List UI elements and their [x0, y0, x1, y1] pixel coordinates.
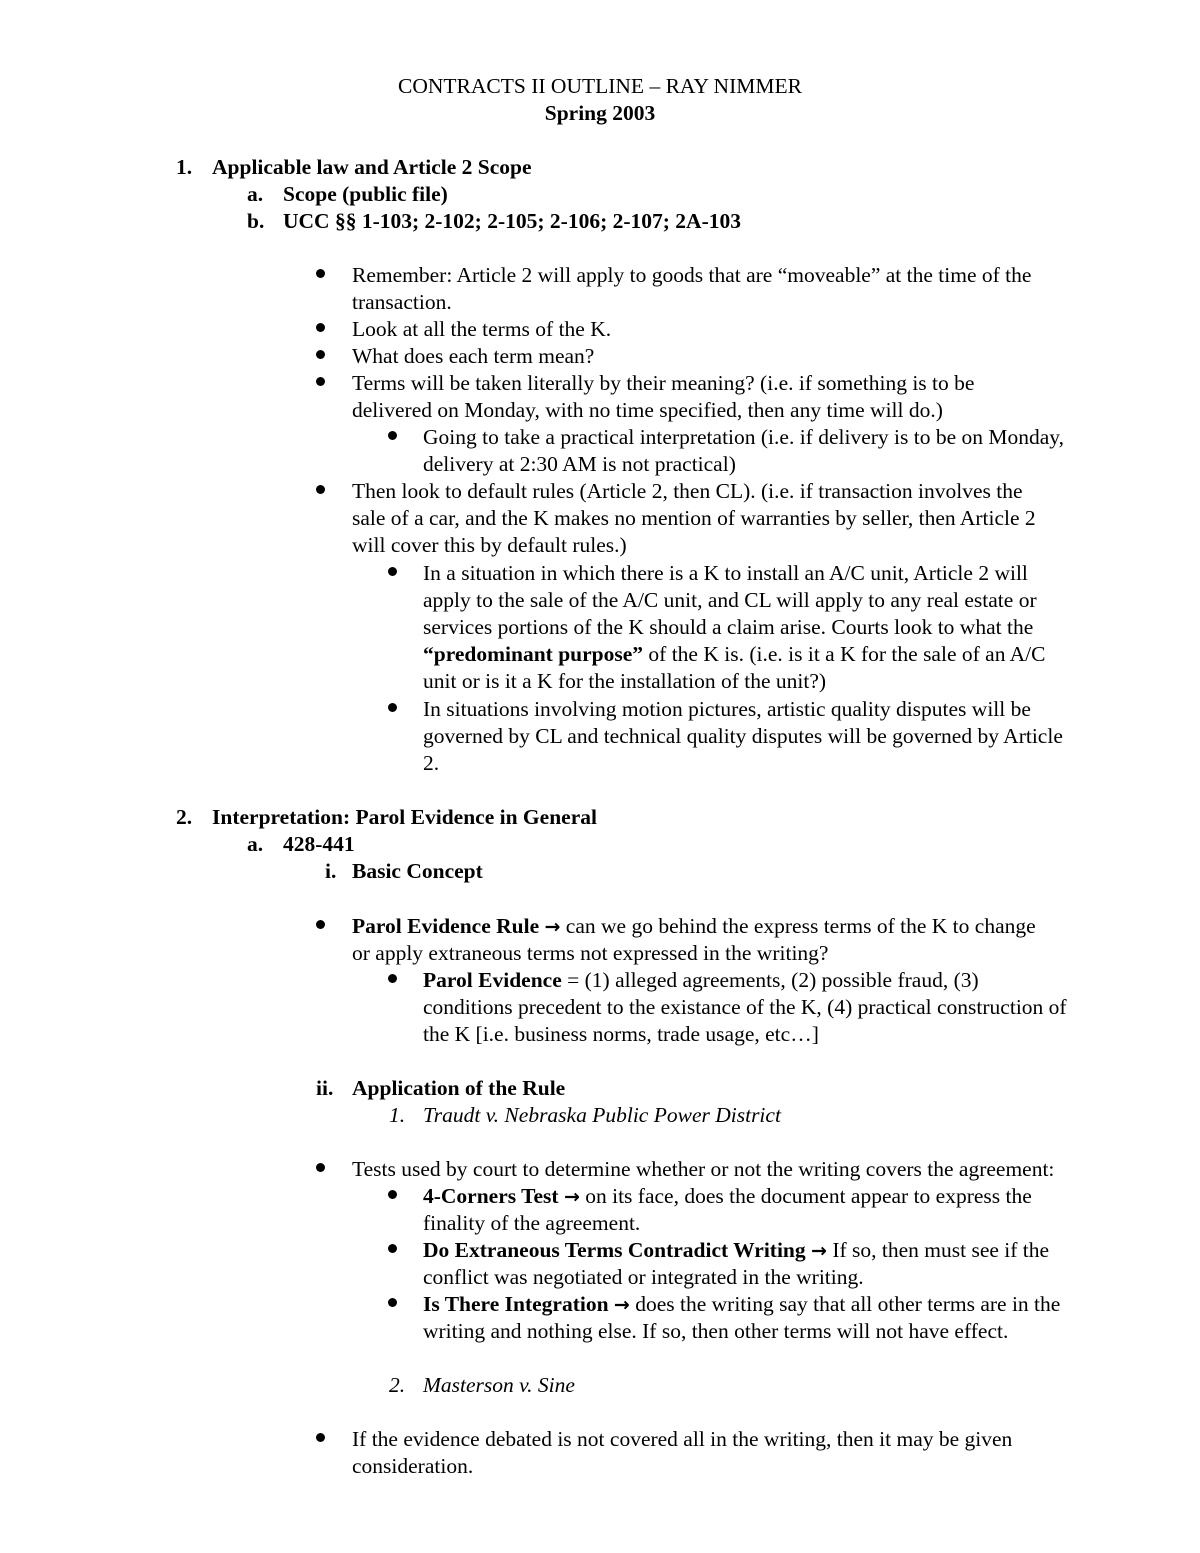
sub-bullet-text-run: does the writing say that all other terms are in the: [629, 1292, 1061, 1316]
bullet-icon: [316, 323, 325, 332]
sub-bullet-text: [423, 1291, 1060, 1319]
bullet-icon: [388, 567, 397, 576]
section-2a-marker: a.: [247, 832, 264, 856]
extraneous-terms-term: Do Extraneous Terms Contradict Writing: [423, 1238, 806, 1262]
four-corners-test-term: 4-Corners Test: [423, 1184, 559, 1208]
bullet-icon: [316, 485, 325, 494]
bullet-text: What does each term mean?: [352, 344, 595, 368]
arrow-right-icon: →: [811, 1240, 827, 1262]
predominant-purpose-term: “predominant purpose”: [423, 642, 644, 666]
sub-bullet-text-cont: the K [i.e. business norms, trade usage, etc…]: [423, 1022, 819, 1046]
bullet-text-cont: delivered on Monday, with no time specified, then any time will do.): [352, 398, 943, 422]
section-1a-marker: a.: [247, 182, 264, 206]
sub-bullet-text-cont: delivery at 2:30 AM is not practical): [423, 452, 736, 476]
subsection-ii-marker: ii.: [316, 1076, 334, 1100]
sub-bullet-text: In a situation in which there is a K to install an A/C unit, Article 2 will: [423, 561, 1028, 585]
sub-bullet-text-cont: conflict was negotiated or integrated in the writing.: [423, 1265, 864, 1289]
sub-bullet-text-run: of the K is. (i.e. is it a K for the sale of an A/C: [643, 642, 1046, 666]
section-1b-text: UCC §§ 1-103; 2-102; 2-105; 2-106; 2-107; 2A-103: [283, 209, 741, 233]
section-1-heading: Applicable law and Article 2 Scope: [212, 155, 532, 179]
sub-bullet-text: In situations involving motion pictures, artistic quality disputes will be: [423, 697, 1031, 721]
parol-evidence-rule-term: Parol Evidence Rule: [352, 914, 540, 938]
integration-term: Is There Integration: [423, 1292, 609, 1316]
bullet-icon: [316, 1163, 325, 1172]
bullet-text-run: can we go behind the express terms of the K to change: [560, 914, 1036, 938]
sub-bullet-text-cont: apply to the sale of the A/C unit, and CL will apply to any real estate or: [423, 588, 1037, 612]
bullet-text: Tests used by court to determine whether or not the writing covers the agreement:: [352, 1157, 1055, 1181]
subsection-i-marker: i.: [325, 859, 337, 883]
document-subtitle: Spring 2003: [544, 101, 656, 125]
section-2-heading: Interpretation: Parol Evidence in General: [212, 805, 597, 829]
bullet-text-cont: transaction.: [352, 290, 452, 314]
document-title: CONTRACTS II OUTLINE – RAY NIMMER: [398, 74, 802, 98]
sub-bullet-text-cont: unit or is it a K for the installation of the unit?): [423, 669, 827, 693]
sub-bullet-text: [423, 1183, 1032, 1211]
bullet-text-cont: consideration.: [352, 1454, 474, 1478]
bullet-icon: [388, 1190, 397, 1199]
bullet-text-cont: will cover this by default rules.): [352, 533, 627, 557]
sub-bullet-text-run: on its face, does the document appear to express the: [579, 1184, 1032, 1208]
sub-bullet-text: [423, 967, 979, 994]
subsection-ii-heading: Application of the Rule: [352, 1076, 566, 1100]
bullet-icon: [388, 974, 397, 983]
sub-bullet-text-cont: finality of the agreement.: [423, 1211, 641, 1235]
case-2-name: Masterson v. Sine: [423, 1373, 575, 1397]
bullet-text-cont: sale of a car, and the K makes no mention of warranties by seller, then Article 2: [352, 506, 1036, 530]
sub-bullet-text-cont: governed by CL and technical quality disputes will be governed by Article: [423, 724, 1063, 748]
bullet-icon: [316, 920, 325, 929]
sub-bullet-text-cont: [423, 641, 1045, 668]
sub-bullet-text-run: If so, then must see if the: [826, 1238, 1050, 1262]
section-1a-text: Scope (public file): [283, 182, 448, 206]
sub-bullet-text-cont: 2.: [423, 751, 440, 775]
bullet-text: If the evidence debated is not covered all in the writing, then it may be given: [352, 1427, 1013, 1451]
sub-bullet-text-cont: services portions of the K should a claim arise. Courts look to what the: [423, 615, 1034, 639]
sub-bullet-text: Going to take a practical interpretation (i.e. if delivery is to be on Monday,: [423, 425, 1065, 449]
sub-bullet-text-cont: writing and nothing else. If so, then other terms will not have effect.: [423, 1319, 1009, 1343]
bullet-text: [352, 913, 1036, 941]
arrow-right-icon: →: [563, 1186, 580, 1208]
section-2-number: 2.: [176, 805, 193, 829]
bullet-icon: [388, 1298, 397, 1307]
sub-bullet-text-run: = (1) alleged agreements, (2) possible fraud, (3): [561, 968, 979, 992]
section-2a-text: 428-441: [283, 832, 355, 856]
arrow-right-icon: →: [613, 1294, 630, 1316]
sub-bullet-text: [423, 1237, 1049, 1265]
bullet-text-cont: or apply extraneous terms not expressed in the writing?: [352, 941, 829, 965]
sub-bullet-text-cont: conditions precedent to the existance of the K, (4) practical construction of: [423, 995, 1067, 1019]
arrow-right-icon: →: [544, 916, 561, 938]
bullet-icon: [316, 350, 325, 359]
bullet-icon: [316, 1433, 325, 1442]
bullet-text: Remember: Article 2 will apply to goods that are “moveable” at the time of the: [352, 263, 1032, 287]
bullet-text: Then look to default rules (Article 2, then CL). (i.e. if transaction involves the: [352, 479, 1023, 503]
bullet-icon: [388, 431, 397, 440]
section-1b-marker: b.: [247, 209, 265, 233]
bullet-icon: [316, 269, 325, 278]
bullet-icon: [316, 377, 325, 386]
bullet-text: Terms will be taken literally by their meaning? (i.e. if something is to be: [352, 371, 975, 395]
subsection-i-heading: Basic Concept: [352, 859, 483, 883]
bullet-text: Look at all the terms of the K.: [352, 317, 612, 341]
case-1-name: Traudt v. Nebraska Public Power District: [423, 1103, 781, 1127]
case-1-marker: 1.: [389, 1103, 406, 1127]
case-2-marker: 2.: [389, 1373, 406, 1397]
bullet-icon: [388, 703, 397, 712]
parol-evidence-term: Parol Evidence: [423, 968, 562, 992]
bullet-icon: [388, 1244, 397, 1253]
section-1-number: 1.: [176, 155, 193, 179]
